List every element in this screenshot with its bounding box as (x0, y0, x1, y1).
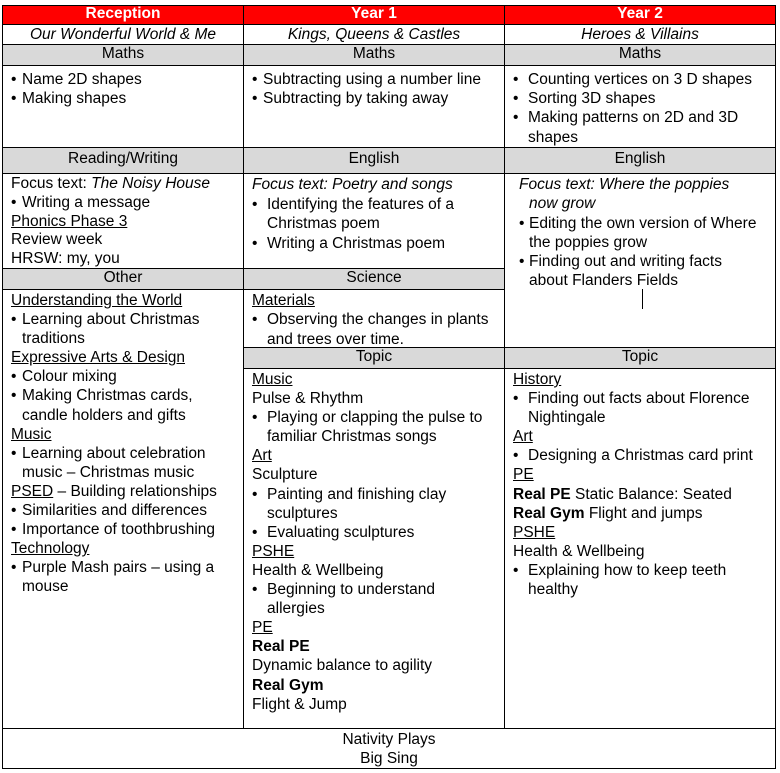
maths-item: Making shapes (22, 90, 127, 108)
real-pe-rest: Static Balance: Seated (570, 485, 732, 503)
phonics-heading: Phonics Phase 3 (11, 212, 128, 230)
health-wellbeing-text: Health & Wellbeing (513, 542, 645, 560)
english-item-cont: the poppies grow (529, 233, 648, 251)
topic-label-year2: Topic (621, 348, 659, 365)
psed-heading: PSED (11, 482, 54, 500)
footer-line-big-sing: Big Sing (360, 750, 418, 767)
topic-body-year2 (504, 368, 776, 729)
list-item: • Name 2D shapes (11, 70, 243, 89)
topic-item: Evaluating sculptures (267, 523, 415, 541)
maths-item: Counting vertices on 3 D shapes (528, 71, 753, 88)
list-item: • Making shapes (11, 89, 243, 108)
list-item: • Evaluating sculptures (252, 523, 504, 542)
real-pe-line (513, 485, 775, 504)
psed-line (11, 482, 243, 501)
list-item: • Writing a Christmas poem (252, 234, 504, 254)
dynamic-balance-text: Dynamic balance to agility (252, 657, 433, 675)
real-pe-heading: Real PE (513, 485, 571, 503)
theme-year1 (243, 24, 505, 45)
text-cursor (642, 289, 643, 309)
topic-body-year1 (243, 368, 505, 729)
other-header (2, 268, 244, 290)
art-heading: Art (513, 428, 533, 446)
theme-reception-text: Our Wonderful World & Me (29, 26, 217, 43)
health-wellbeing-text: Health & Wellbeing (252, 561, 384, 579)
list-item: • Colour mixing (11, 367, 243, 386)
english-label-year2: English (614, 150, 666, 167)
list-item: • Painting and finishing clay sculptures (252, 485, 447, 522)
list-item: • Counting vertices on 3 D shapes (513, 70, 775, 89)
topic-item: Explaining how to keep teeth (528, 561, 727, 579)
psed-rest: – Building relationships (53, 482, 217, 500)
list-item: • Importance of toothbrushing (11, 520, 243, 539)
english-item: Writing a message (22, 193, 151, 211)
list-item: • Designing a Christmas card print (513, 446, 775, 465)
list-item: • Sorting 3D shapes (513, 89, 775, 108)
list-item: • Subtracting using a number line (252, 70, 504, 89)
list-item: • Identifying the features of a Christmas poem (252, 195, 454, 232)
other-body-reception (2, 289, 244, 729)
list-item: • Editing the own version of Where the poppies grow (519, 214, 757, 251)
footer-line-nativity: Nativity Plays (342, 731, 436, 748)
topic-item-cont: allergies (267, 600, 325, 618)
topic-header-year2 (504, 347, 776, 369)
topic-item: Beginning to understand (267, 581, 436, 599)
list-item: • Explaining how to keep teeth healthy (513, 561, 727, 599)
other-item: Learning about Christmas (22, 311, 200, 329)
english-body-year1 (243, 173, 505, 269)
list-item: • Finding out and writing facts about Flanders Fields (519, 253, 722, 290)
maths-body-year1 (243, 65, 505, 148)
english-item: Finding out and writing facts (529, 253, 722, 271)
pe-heading: PE (513, 466, 534, 484)
sculpture-text: Sculpture (252, 466, 318, 484)
flight-jump-text: Flight & Jump (252, 695, 347, 713)
list-item: • Playing or clapping the pulse to familiar Christmas songs (252, 409, 483, 446)
maths-label-reception: Maths (101, 45, 145, 62)
header-year2-title: Year 2 (617, 5, 663, 22)
pulse-text: Pulse & Rhythm (252, 390, 364, 408)
list-item: • Similarities and differences (11, 501, 243, 520)
history-heading: History (513, 371, 562, 388)
theme-year2 (504, 24, 776, 45)
focus-title: The Noisy House (91, 175, 211, 192)
english-item: Identifying the features of a (267, 195, 454, 213)
english-item-cont: Christmas poem (267, 215, 380, 232)
topic-item-cont: sculptures (267, 504, 338, 522)
science-item-cont: and trees over time. (267, 330, 404, 348)
english-body-year2 (504, 173, 776, 348)
maths-body-reception (2, 65, 244, 148)
other-item: Purple Mash pairs – using a (22, 559, 215, 577)
maths-label-year2: Maths (618, 45, 662, 62)
topic-item: Designing a Christmas card print (528, 447, 753, 465)
list-item: • Finding out facts about Florence Nightingale (513, 390, 750, 427)
science-body (243, 289, 505, 348)
english-item: Editing the own version of Where (529, 214, 757, 232)
other-item: Making Christmas cards, (22, 387, 193, 405)
real-gym-heading: Real Gym (513, 504, 585, 522)
science-label: Science (346, 269, 402, 286)
theme-reception (2, 24, 244, 45)
topic-item: Painting and finishing clay (267, 485, 447, 503)
utw-heading: Understanding the World (11, 292, 183, 309)
other-item: Colour mixing (22, 368, 117, 386)
other-item-cont: music – Christmas music (22, 463, 195, 481)
other-label: Other (103, 269, 143, 286)
header-reception (2, 5, 244, 25)
topic-header-year1 (243, 347, 505, 369)
english-header-year2 (504, 147, 776, 174)
topic-item-cont: Nightingale (528, 409, 606, 427)
topic-item-cont: familiar Christmas songs (267, 428, 437, 446)
other-item: Similarities and differences (22, 502, 207, 520)
maths-item: Name 2D shapes (22, 71, 142, 88)
theme-year2-text: Heroes & Villains (581, 26, 699, 43)
music-heading: Music (11, 425, 52, 443)
english-item-cont: about Flanders Fields (529, 272, 679, 290)
real-gym-heading: Real Gym (252, 676, 324, 694)
art-heading: Art (252, 447, 272, 465)
theme-year1-text: Kings, Queens & Castles (287, 26, 461, 43)
pshe-heading: PSHE (513, 523, 556, 541)
maths-header-reception (2, 44, 244, 66)
header-reception-title: Reception (85, 5, 161, 22)
pe-heading: PE (252, 619, 273, 637)
topic-item-cont: healthy (528, 581, 578, 599)
maths-body-year2 (504, 65, 776, 148)
maths-item-cont: shapes (528, 128, 578, 146)
list-item: • Making Christmas cards, candle holders and gifts (11, 387, 193, 424)
other-item-cont: traditions (22, 330, 85, 348)
focus-text-line (11, 175, 243, 194)
english-header-year1 (243, 147, 505, 174)
topic-label-year1: Topic (355, 348, 393, 365)
footer-events (2, 728, 776, 769)
focus-prefix: Focus text: (11, 175, 92, 192)
other-item-cont: candle holders and gifts (22, 406, 186, 424)
maths-label-year1: Maths (352, 45, 396, 62)
list-item: • Purple Mash pairs – using a mouse (11, 559, 215, 596)
focus-text-line: Focus text: Poetry and songs (252, 176, 453, 193)
science-header (243, 268, 505, 290)
pshe-heading: PSHE (252, 542, 295, 560)
focus-text-line: Focus text: Where the poppies (519, 176, 730, 193)
list-item: • Observing the changes in plants and trees over time. (252, 311, 489, 348)
list-item: • Making patterns on 2D and 3D shapes (513, 109, 739, 146)
technology-heading: Technology (11, 540, 90, 558)
ead-heading: Expressive Arts & Design (11, 349, 186, 367)
real-gym-line (513, 504, 775, 523)
reading-writing-body (2, 173, 244, 269)
topic-item: Finding out facts about Florence (528, 390, 750, 408)
science-item: Observing the changes in plants (267, 311, 489, 329)
materials-heading: Materials (252, 292, 315, 309)
reading-writing-label: Reading/Writing (68, 150, 178, 167)
english-item: Writing a Christmas poem (267, 234, 446, 252)
list-item: • Beginning to understand allergies (252, 581, 436, 618)
list-item: • Subtracting by taking away (252, 89, 504, 108)
maths-item: Sorting 3D shapes (528, 90, 656, 108)
other-item-cont: mouse (22, 578, 69, 596)
maths-item: Making patterns on 2D and 3D (528, 109, 739, 127)
other-item: Importance of toothbrushing (22, 521, 216, 539)
reading-writing-header (2, 147, 244, 174)
other-item: Learning about celebration (22, 444, 206, 462)
header-year1 (243, 5, 505, 25)
english-label-year1: English (348, 150, 400, 167)
header-year1-title: Year 1 (351, 5, 397, 22)
maths-item: Subtracting by taking away (263, 90, 449, 108)
list-item: • Writing a message (11, 194, 243, 213)
list-item: • Learning about Christmas traditions (11, 311, 200, 348)
focus-text-line-cont: now grow (529, 195, 596, 213)
maths-header-year2 (504, 44, 776, 66)
review-text: Review week (11, 231, 103, 249)
header-year2 (504, 5, 776, 25)
real-pe-heading: Real PE (252, 638, 310, 656)
real-gym-rest: Flight and jumps (584, 504, 703, 522)
hrsw-text: HRSW: my, you (11, 250, 120, 268)
topic-item: Playing or clapping the pulse to (267, 409, 483, 427)
music-heading: Music (252, 371, 293, 388)
maths-item: Subtracting using a number line (263, 71, 481, 88)
list-item: • Learning about celebration music – Christmas music (11, 444, 206, 481)
maths-header-year1 (243, 44, 505, 66)
